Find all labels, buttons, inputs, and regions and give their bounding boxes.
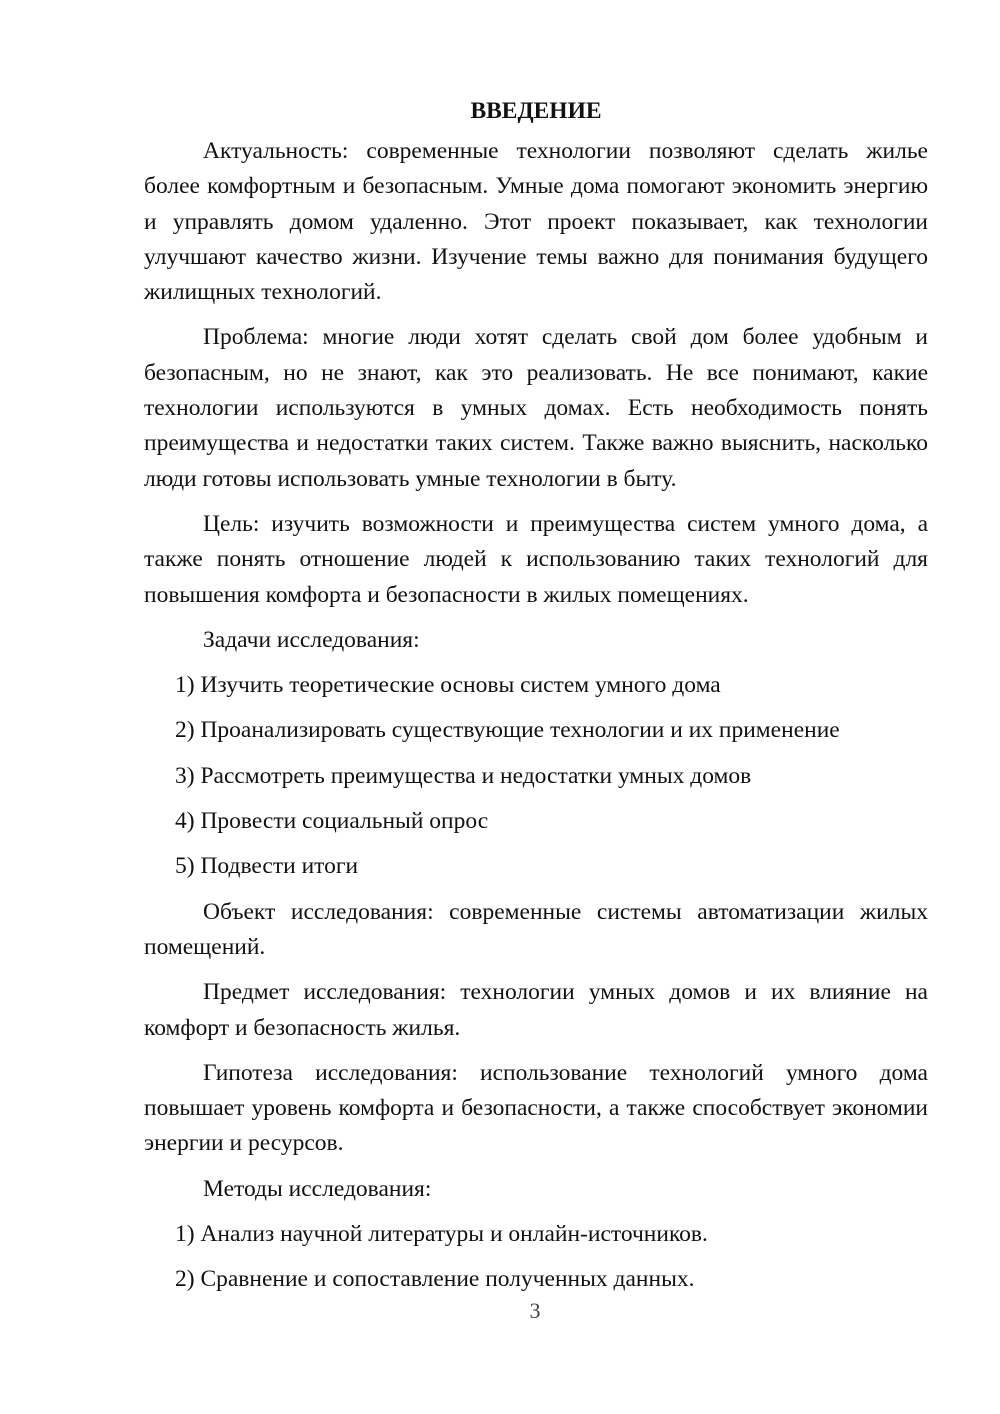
methods-title: Методы исследования:: [203, 1175, 432, 1202]
tasks-list: [144, 668, 928, 884]
task-item-4: 4) Провести социальный опрос: [175, 808, 489, 835]
method-item-1: 1) Анализ научной литературы и онлайн-источников.: [175, 1221, 708, 1248]
section-heading: ВВЕДЕНИЕ: [470, 98, 602, 124]
task-item-2: 2) Проанализировать существующие технологии и их применение: [175, 717, 840, 744]
page-content: [144, 96, 928, 1308]
task-item-3: 3) Рассмотреть преимущества и недостатки умных домов: [175, 762, 752, 789]
goal-paragraph: Цель: изучить возможности и преимущества систем умного дома, а также понять отношение людей к использованию таких технологий для повышения комфорта и безопасности в жилых помещениях.: [144, 510, 928, 608]
object-paragraph: Объект исследования: современные системы автоматизации жилых помещений.: [144, 898, 928, 960]
task-item-5: 5) Подвести итоги: [175, 853, 359, 880]
relevance-paragraph: Актуальность: современные технологии позволяют сделать жилье более комфортным и безопасным. Умные дома помогают экономить энергию и управлять домом удаленно. Этот проект показывает, как технологии улучшают качество жизни. Изучение темы важно для понимания будущего жилищных технологий.: [144, 138, 928, 306]
subject-paragraph: Предмет исследования: технологии умных домов и их влияние на комфорт и безопасность жилья.: [144, 979, 928, 1041]
methods-list: [144, 1217, 928, 1298]
page-number: 3: [529, 1298, 541, 1323]
problem-paragraph: Проблема: многие люди хотят сделать свой дом более удобным и безопасным, но не знают, как это реализовать. Не все понимают, какие технологии используются в умных домах. Есть необходимость понять преимущества и недостатки таких систем. Также важно выяснить, насколько люди готовы использовать умные технологии в быту.: [144, 324, 928, 492]
tasks-title: Задачи исследования:: [203, 626, 420, 653]
task-item-1: 1) Изучить теоретические основы систем умного дома: [175, 672, 721, 699]
method-item-2: 2) Сравнение и сопоставление полученных данных.: [175, 1266, 695, 1293]
hypothesis-paragraph: Гипотеза исследования: использование технологий умного дома повышает уровень комфорта и безопасности, а также способствует экономии энергии и ресурсов.: [144, 1059, 928, 1157]
